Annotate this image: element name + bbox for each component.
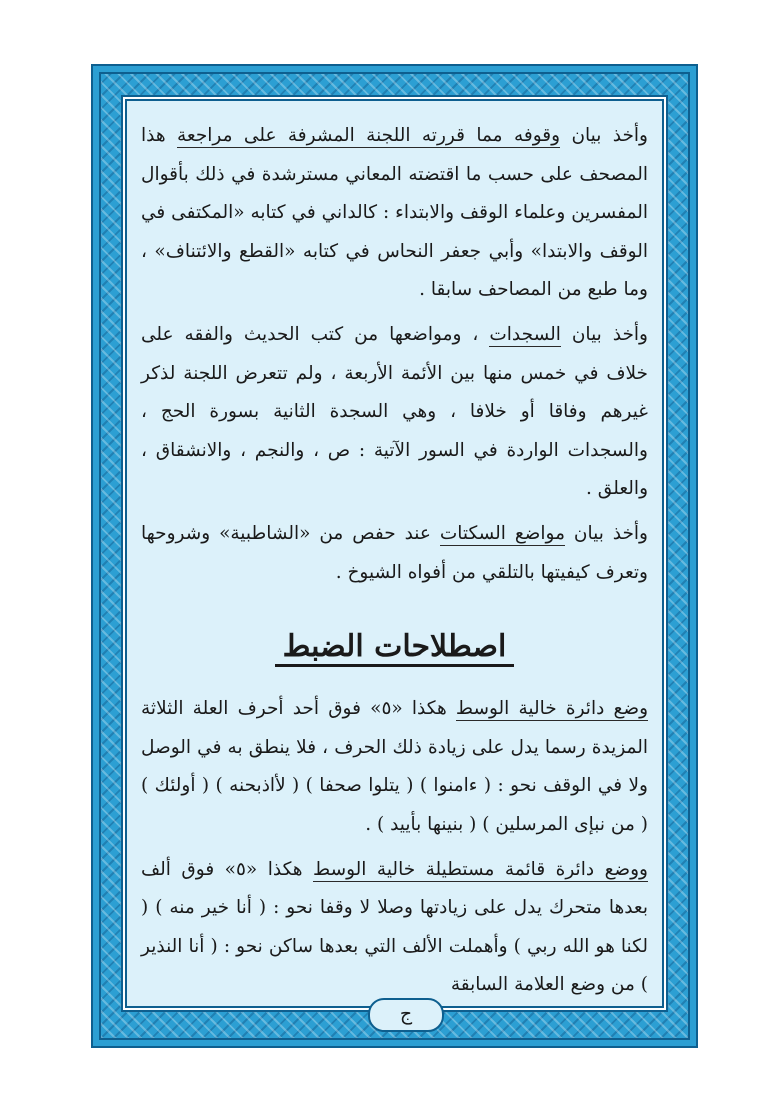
- body-text: [141, 117, 648, 1009]
- paragraph-stops: [141, 117, 648, 310]
- paragraph-rest: هكذا «٥» فوق ألف بعدها متحرك يدل على زيادتها وصلا لا وقفا نحو : ( أنا خير منه ) ( لكنا هو الله ربي ) وأهملت الألف التي بعدها ساكن نحو : ( أنا النذير ) من وضع العلامة السابقة: [141, 858, 648, 996]
- rule-empty-circle: [141, 690, 648, 844]
- paragraph-lead: وأخذ بيان: [571, 323, 648, 345]
- paragraph-rest: هكذا «٥» فوق أحد أحرف العلة الثلاثة المزيدة رسما يدل على زيادة ذلك الحرف ، فلا ينطق به في الوصل ولا في الوقف نحو : ( ءامنوا ) ( يتلوا صحفا ) ( لأاذبحنه ) ( أولئك ) ( من نبإى المرسلين ) ( بنينها بأييد ) .: [141, 698, 648, 835]
- paragraph-rest: عند حفص من «الشاطبية» وشروحها وتعرف كيفيتها بالتلقي من أفواه الشيوخ .: [141, 522, 648, 583]
- paragraph-rest: ، ومواضعها من كتب الحديث والفقه على خلاف في خمس منها بين الأئمة الأربعة ، ولم تتعرض اللجنة لذكر غيرهم وفاقا أو خلافا ، وهي السجدة الثانية بسورة الحج ، والسجدات الواردة في السور الآتية : ص ، والنجم ، والانشقاق ، والعلق .: [141, 323, 648, 500]
- rule-oval-circle: [141, 851, 648, 1005]
- underlined-phrase: مواضع السكتات: [439, 522, 566, 544]
- paragraph-rest: هذا المصحف على حسب ما اقتضته المعاني مسترشدة في ذلك بأقوال المفسرين وعلماء الوقف والابتداء : كالداني في كتابه «المكتفى في الوقف والابتدا» وأبي جعفر النحاس في كتابه «القطع والائتناف» ، وما طبع من المصاحف سابقا .: [141, 125, 648, 301]
- section-heading-text: اصطلاحات الضبط: [275, 629, 515, 667]
- paragraph-lead: وأخذ بيان: [573, 522, 648, 544]
- text-panel: [121, 95, 668, 1012]
- underlined-phrase: السجدات: [489, 323, 561, 345]
- underlined-phrase: وقوفه مما قررته اللجنة المشرفة على مراجعة: [176, 125, 561, 146]
- paragraph-saktat: [141, 515, 648, 592]
- underlined-phrase: وضع دائرة خالية الوسط: [455, 698, 648, 720]
- ornamental-border: [99, 72, 690, 1040]
- paragraph-lead: وأخذ بيان: [571, 125, 648, 146]
- paragraph-sajdat: [141, 316, 648, 509]
- page-number: ج: [368, 998, 444, 1032]
- section-heading: [141, 622, 648, 672]
- underlined-phrase: ووضع دائرة قائمة مستطيلة خالية الوسط: [313, 858, 648, 880]
- page-frame: [91, 64, 698, 1048]
